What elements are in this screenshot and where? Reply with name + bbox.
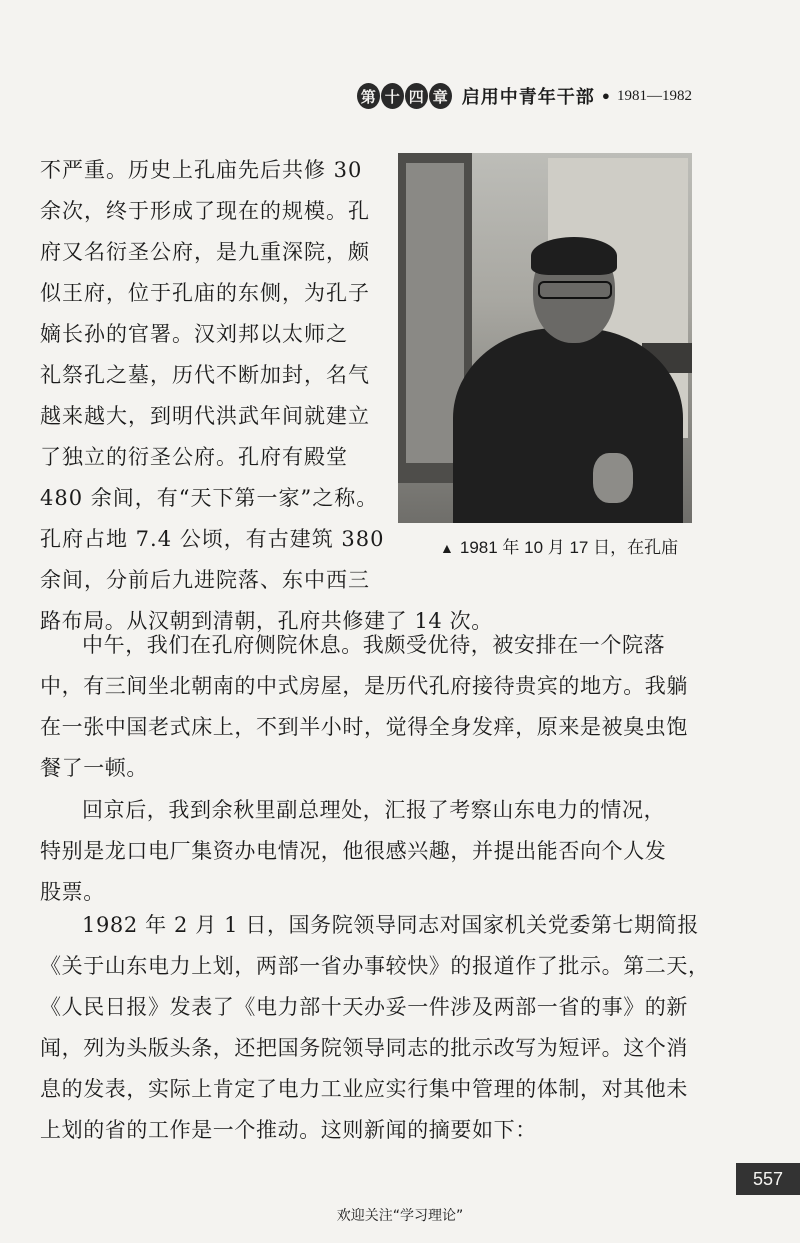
paragraph-4 xyxy=(40,905,710,1151)
text-line: 嫡长孙的官署。汉刘邦以太师之 xyxy=(40,322,348,346)
text-line: 孔府占地 7.4 公顷，有古建筑 380 xyxy=(40,527,385,551)
text-line: 似王府，位于孔庙的东侧，为孔子 xyxy=(40,281,370,305)
text-line: 《关于山东电力上划，两部一省办事较快》的报道作了批示。第二天， xyxy=(40,954,710,978)
chapter-title: 启用中青年干部 xyxy=(461,87,595,108)
text-line: 回京后，我到余秋里副总理处，汇报了考察山东电力的情况， xyxy=(82,798,666,822)
text-line: 餐了一顿。 xyxy=(40,756,148,780)
header-separator: • xyxy=(600,86,611,106)
chapter-char: 四 xyxy=(405,83,428,109)
paragraph-wrapped xyxy=(40,150,390,601)
text-line: 闻，列为头版头条，还把国务院领导同志的批示改写为短评。这个消 xyxy=(40,1036,688,1060)
page-number: 557 xyxy=(736,1163,800,1195)
text-line: 在一张中国老式床上，不到半小时，觉得全身发痒，原来是被臭虫饱 xyxy=(40,715,688,739)
text-line: 府又名衍圣公府，是九重深院，颇 xyxy=(40,240,370,264)
caption-triangle-icon: ▲ xyxy=(440,540,454,556)
chapter-char: 第 xyxy=(357,83,380,109)
text-line: 《人民日报》发表了《电力部十天办妥一件涉及两部一省的事》的新 xyxy=(40,995,688,1019)
text-line: 1982 年 2 月 1 日，国务院领导同志对国家机关党委第七期简报 xyxy=(82,913,699,937)
footer-note: 欢迎关注“学习理论” xyxy=(336,1208,464,1224)
chapter-years: 1981—1982 xyxy=(617,87,692,104)
text-line: 息的发表，实际上肯定了电力工业应实行集中管理的体制，对其他未 xyxy=(40,1077,688,1101)
text-line: 中，有三间坐北朝南的中式房屋，是历代孔府接待贵宾的地方。我躺 xyxy=(40,674,688,698)
chapter-char: 十 xyxy=(381,83,404,109)
text-line: 480 余间，有“天下第一家”之称。 xyxy=(40,486,379,510)
text-line: 余间，分前后九进院落、东中西三 xyxy=(40,568,370,592)
text-line: 不严重。历史上孔庙先后共修 30 xyxy=(40,158,363,182)
text-line: 余次，终于形成了现在的规模。孔 xyxy=(40,199,370,223)
text-line: 路布局。从汉朝到清朝，孔府共修建了 14 次。 xyxy=(40,609,493,633)
photo-confucius-temple xyxy=(398,153,692,523)
paragraph-3 xyxy=(40,790,695,913)
photo-caption xyxy=(440,533,710,558)
caption-text: 1981 年 10 月 17 日，在孔庙 xyxy=(459,538,679,557)
running-header xyxy=(357,78,692,114)
text-line: 越来越大，到明代洪武年间就建立 xyxy=(40,404,370,428)
text-line: 上划的省的工作是一个推动。这则新闻的摘要如下： xyxy=(40,1118,537,1142)
chapter-badge xyxy=(357,83,452,109)
text-line: 股票。 xyxy=(40,880,105,904)
chapter-char: 章 xyxy=(429,83,452,109)
text-line: 中午，我们在孔府侧院休息。我颇受优待，被安排在一个院落 xyxy=(82,633,666,657)
text-line: 特别是龙口电厂集资办电情况，他很感兴趣，并提出能否向个人发 xyxy=(40,839,667,863)
paragraph-2 xyxy=(40,625,695,789)
text-line: 了独立的衍圣公府。孔府有殿堂 xyxy=(40,445,348,469)
text-line: 礼祭孔之墓，历代不断加封，名气 xyxy=(40,363,370,387)
